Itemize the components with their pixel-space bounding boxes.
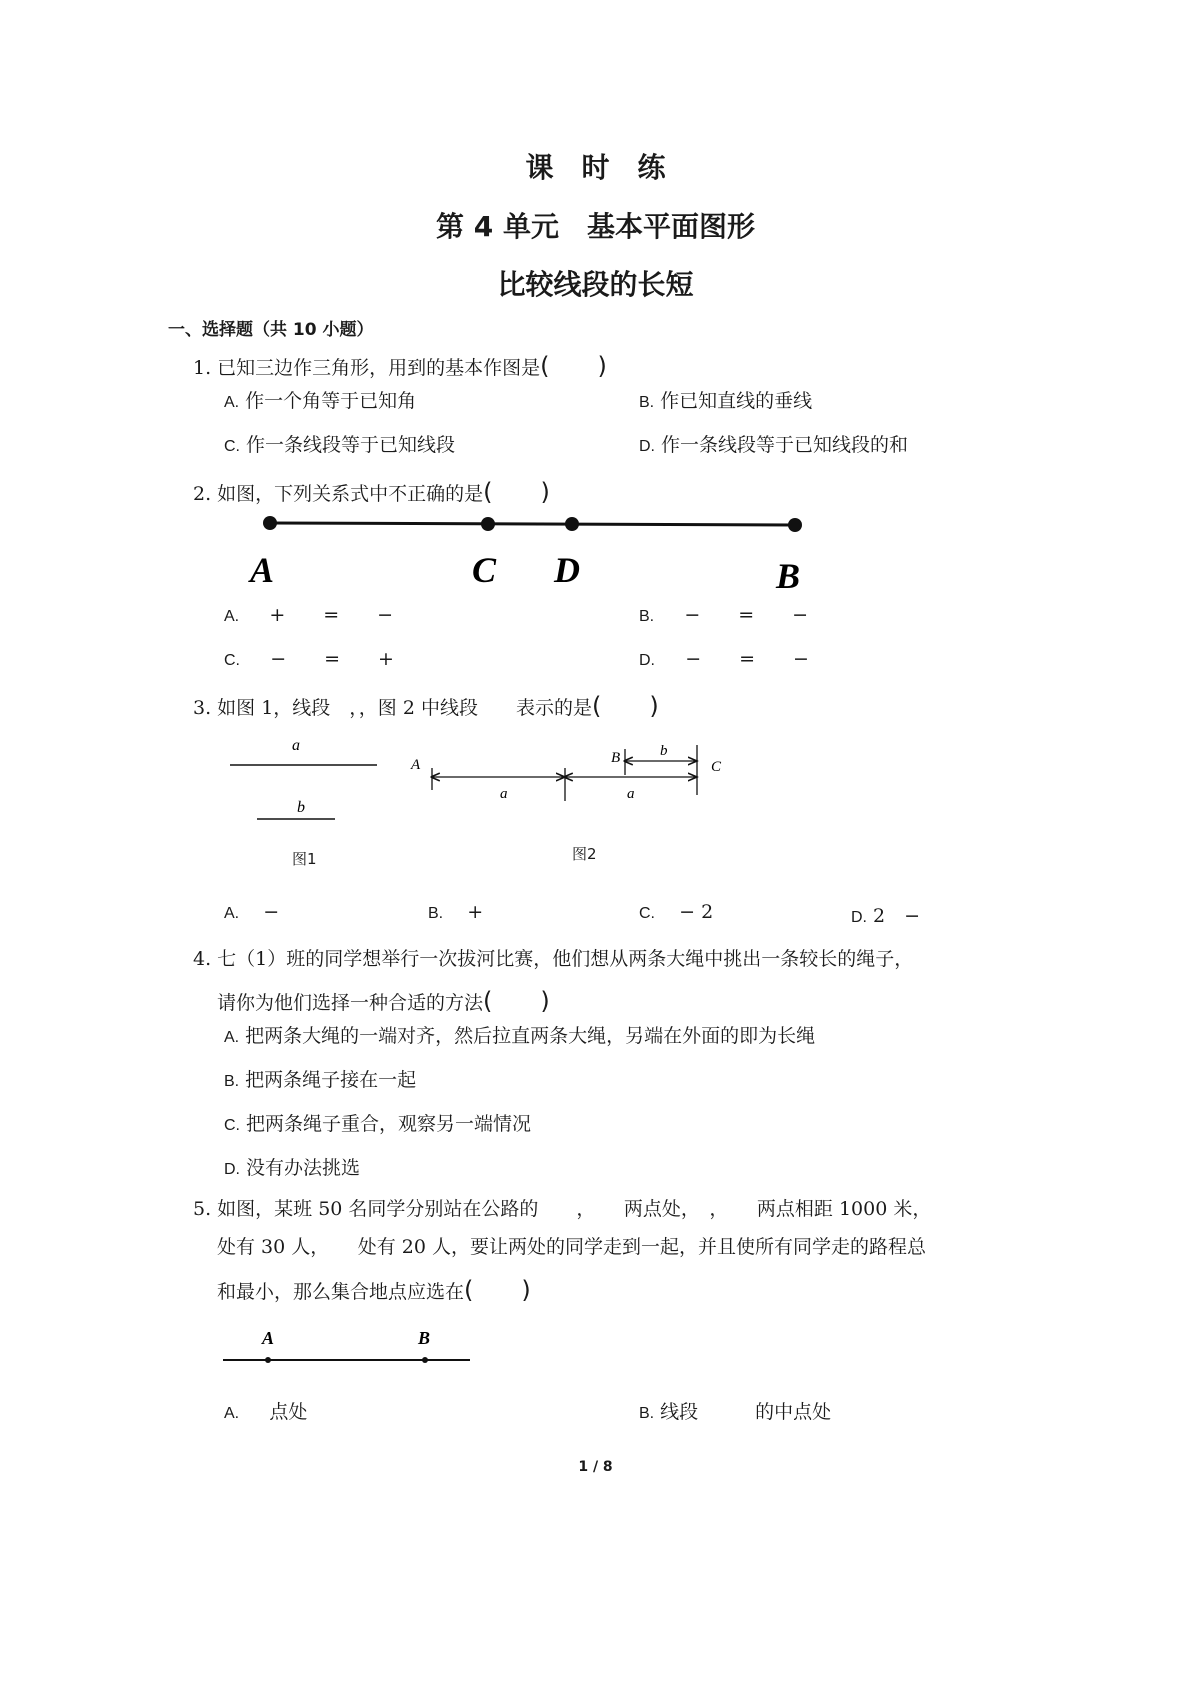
q4-option-a: A. 把两条大绳的一端对齐，然后拉直两条大绳，另端在外面的即为长绳: [224, 1025, 816, 1047]
q5-stem-text: 和最小，那么集合地点应选在: [217, 1281, 465, 1303]
q5-figure-road: [220, 1312, 475, 1372]
q2-stem-text: 2. 如图，下列关系式中不正确的是: [193, 483, 484, 505]
q3-option-d: D. 2 −: [851, 905, 921, 927]
q2-label-b: B: [776, 556, 801, 595]
doc-title-unit: 第 4 单元 基本平面图形: [436, 210, 755, 243]
q2-point-c-dot: [481, 517, 495, 531]
q2-figure-segment: [240, 505, 830, 595]
q1-stem-text: 1. 已知三边作三角形，用到的基本作图是: [193, 357, 541, 379]
q3-figure-2: [405, 735, 735, 815]
q3-fig1-label-b: b: [297, 799, 305, 816]
q4-option-b: B. 把两条绳子接在一起: [224, 1069, 417, 1091]
q3-fig2-label-a-point: A: [411, 757, 421, 773]
q3-option-a: A. −: [224, 901, 280, 923]
q4-answer-paren: ( ): [483, 987, 550, 1015]
doc-title-course: 课 时 练: [525, 151, 666, 184]
q4-stem-line2: [217, 981, 550, 1016]
q3-stem-text: 3. 如图 1，线段 ，，图 2 中线段 表示的是: [193, 697, 592, 719]
q2-label-c: C: [472, 550, 497, 590]
q3-fig2-label-a2: a: [627, 786, 635, 802]
q1-stem: [193, 346, 607, 381]
q3-fig1-caption: 图1: [292, 850, 317, 868]
q4-option-c: C. 把两条绳子重合，观察另一端情况: [224, 1113, 532, 1135]
q2-point-d-dot: [565, 517, 579, 531]
q5-label-a: A: [262, 1328, 275, 1348]
q5-label-b: B: [418, 1328, 431, 1348]
q1-option-b: B. 作已知直线的垂线: [639, 390, 813, 412]
doc-title-topic: 比较线段的长短: [497, 268, 694, 301]
q3-fig2-label-a1: a: [500, 786, 508, 802]
q2-option-a: A. + = −: [224, 604, 394, 626]
q5-answer-paren: ( ): [464, 1276, 531, 1304]
q3-stem: [193, 686, 659, 721]
q3-fig2-label-b: b: [660, 743, 668, 759]
q2-stem: [193, 472, 550, 507]
q4-stem-text: 请你为他们选择一种合适的方法: [217, 992, 484, 1014]
q3-option-c: C. − 2: [639, 901, 714, 923]
q5-option-a: A. 点处: [224, 1401, 308, 1423]
q2-option-b: B. − = −: [639, 604, 809, 626]
page-number: 1 / 8: [578, 1459, 613, 1475]
q1-option-a: A. 作一个角等于已知角: [224, 390, 417, 412]
q1-option-d: D. 作一条线段等于已知线段的和: [639, 434, 909, 456]
q5-point-b-dot: [422, 1357, 428, 1363]
q2-option-c: C. − = +: [224, 648, 394, 670]
q1-answer-paren: ( ): [540, 352, 607, 380]
q1-option-c: C. 作一条线段等于已知线段: [224, 434, 456, 456]
q3-fig1-label-a: a: [292, 737, 300, 754]
q2-point-b-dot: [788, 518, 802, 532]
q2-label-a: A: [250, 550, 275, 590]
q2-segment-line: [270, 523, 795, 525]
q2-point-a-dot: [263, 516, 277, 530]
q3-fig2-caption: 图2: [572, 845, 597, 863]
q5-point-a-dot: [265, 1357, 271, 1363]
q2-answer-paren: ( ): [483, 478, 550, 506]
q3-option-b: B. +: [428, 901, 484, 923]
q2-option-d: D. − = −: [639, 648, 809, 670]
q3-fig2-label-c-point: C: [711, 759, 722, 775]
q4-option-d: D. 没有办法挑选: [224, 1157, 361, 1179]
q5-option-b: B. 线段 的中点处: [639, 1401, 832, 1423]
q5-stem-line1: 5. 如图，某班 50 名同学分别站在公路的 ， 两点处， ， 两点相距 1000 米，: [193, 1198, 932, 1220]
q4-stem-line1: 4. 七（1）班的同学想举行一次拔河比赛，他们想从两条大绳中挑出一条较长的绳子，: [193, 948, 914, 970]
q3-fig2-label-b-point: B: [611, 750, 621, 766]
q2-label-d: D: [554, 550, 580, 590]
section-heading: 一、选择题（共 10 小题）: [168, 320, 374, 340]
q5-stem-line3: [217, 1270, 531, 1305]
q5-stem-line2: 处有 30 人， 处有 20 人，要让两处的同学走到一起，并且使所有同学走的路程总: [217, 1236, 927, 1258]
q3-answer-paren: ( ): [591, 692, 659, 720]
